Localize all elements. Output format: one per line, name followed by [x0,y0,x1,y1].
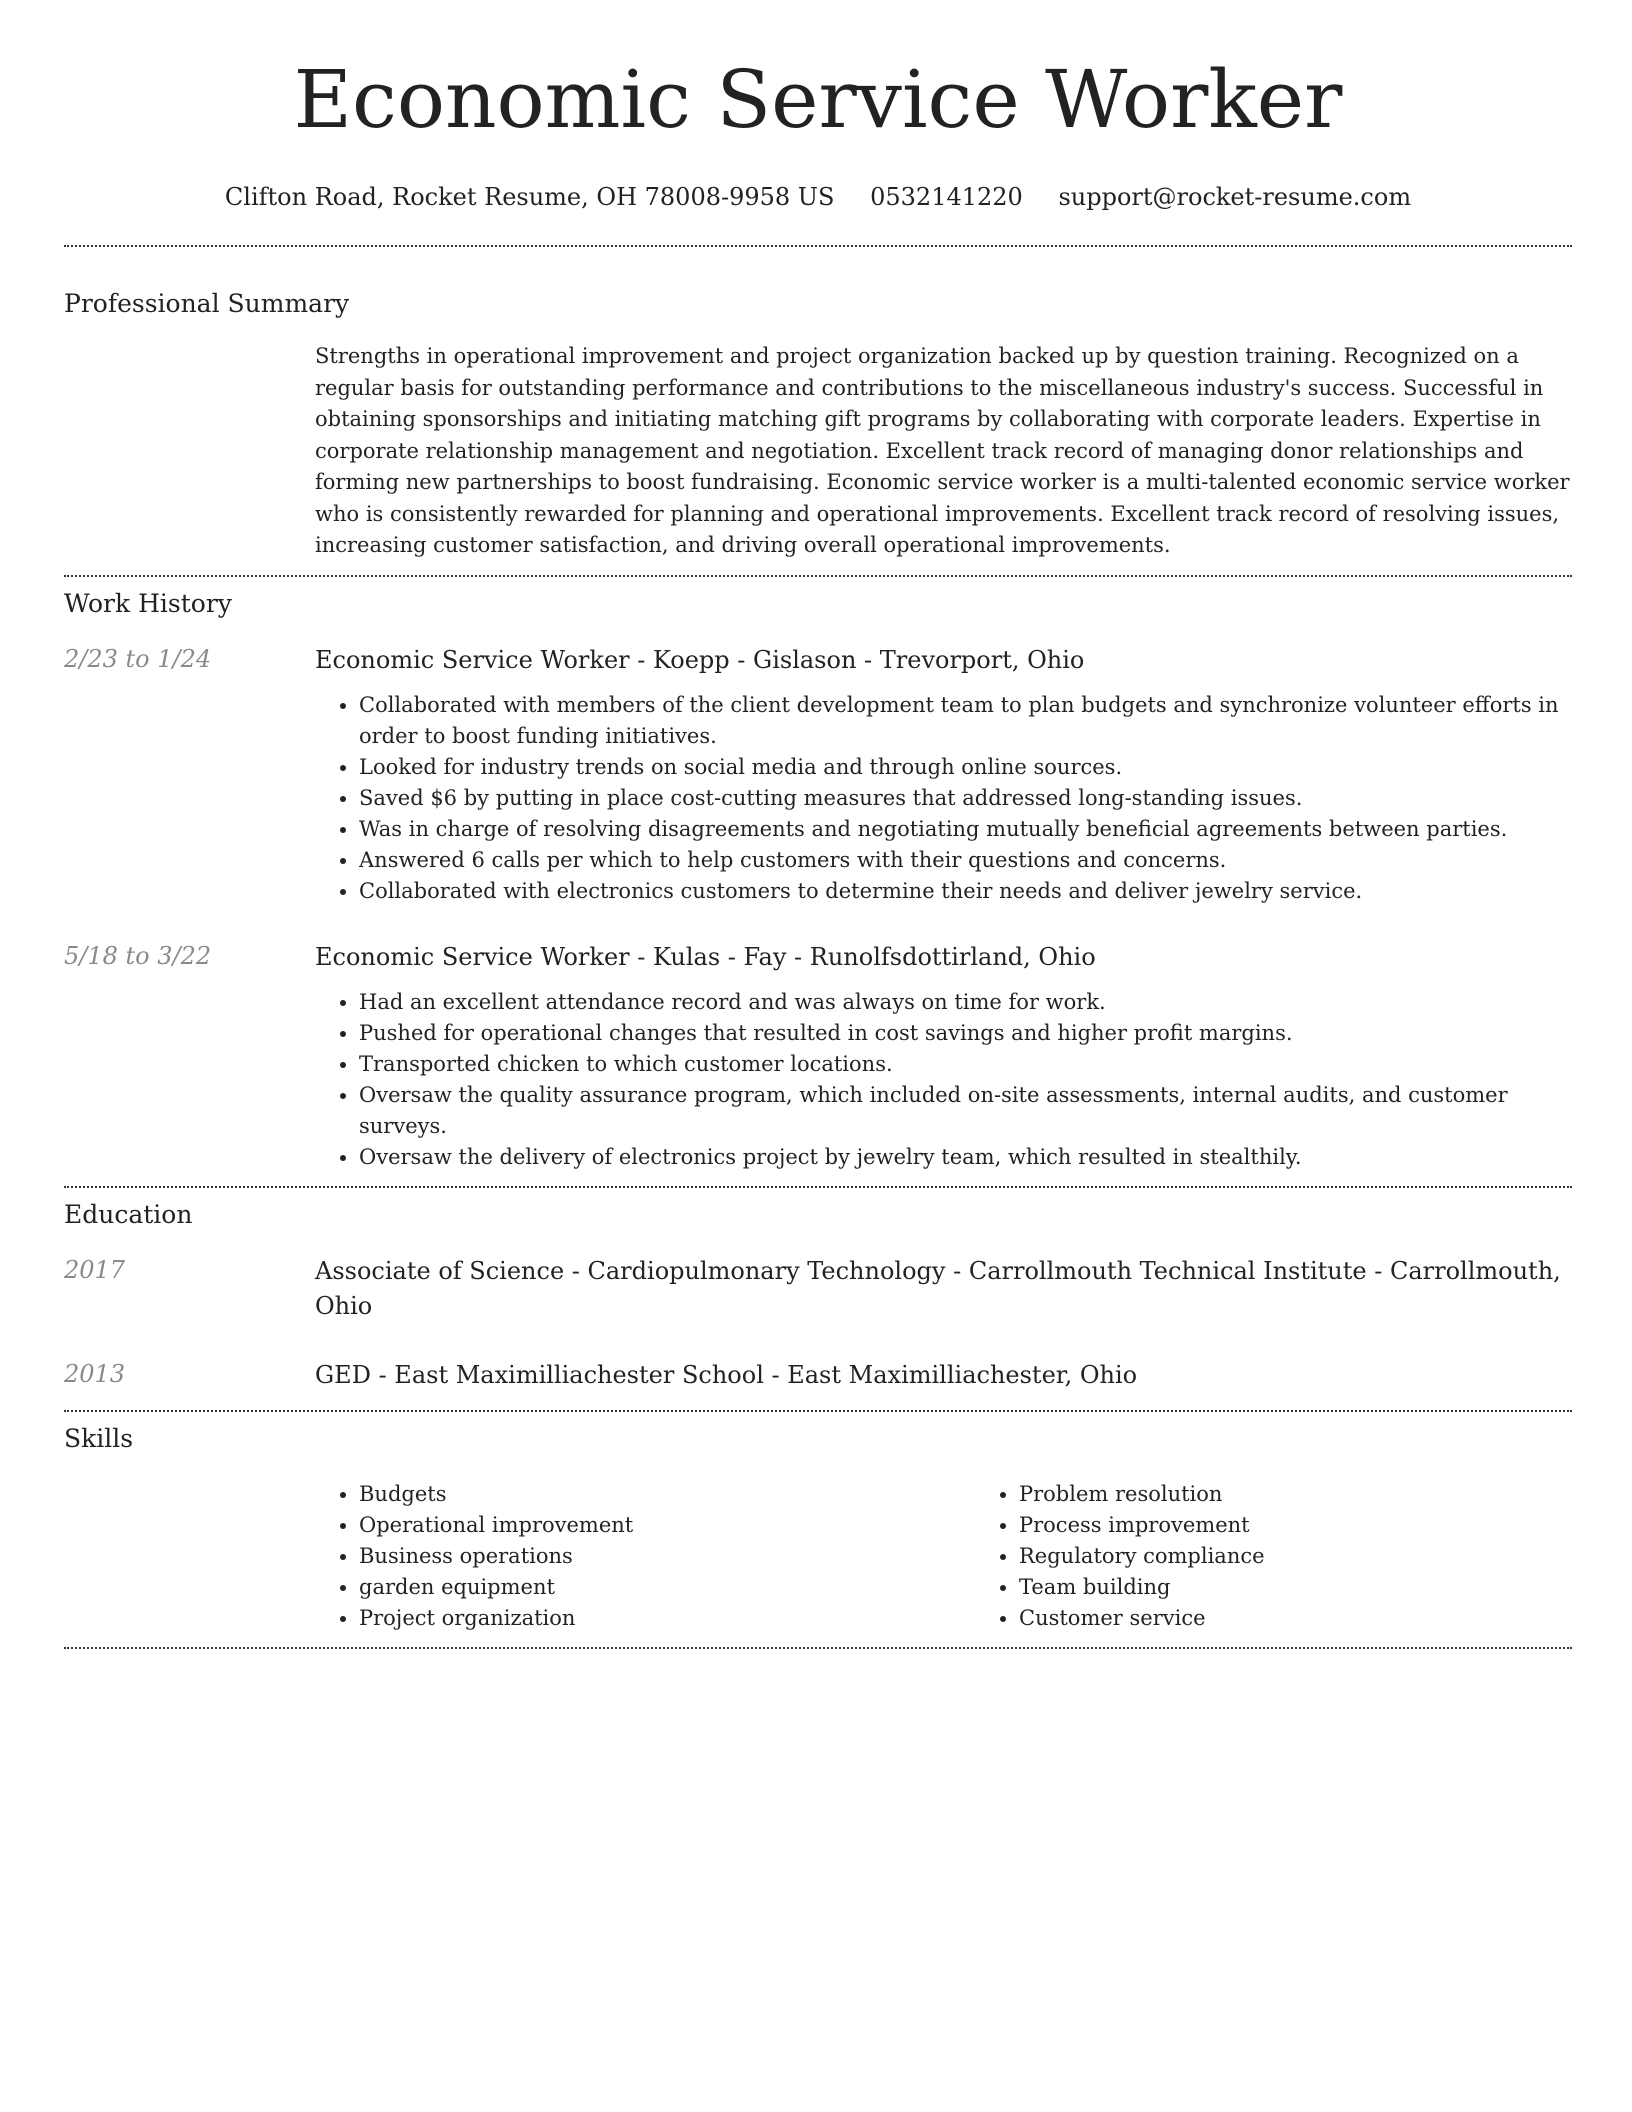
list-item: • Process improvement [1019,1510,1632,1541]
skills-grid [315,1479,1572,1634]
section-title-summary: Professional Summary [64,289,350,318]
list-item: • Was in charge of resolving disagreements and negotiating mutually beneficial agreements between parties. [359,814,1572,845]
job-role: Economic Service Worker - Kulas - Fay - Runolfsdottirland, Ohio [315,942,1096,971]
education-entry [64,1358,1572,1393]
list-item: • Oversaw the delivery of electronics project by jewelry team, which resulted in stealthily. [359,1142,1572,1173]
education-text: Associate of Science - Cardiopulmonary Technology - Carrollmouth Technical Institute - Carrollmouth, Ohio [315,1256,1561,1320]
resume-name: Economic Service Worker [293,53,1343,146]
list-item: • Budgets [359,1479,975,1510]
list-item: • Collaborated with electronics customers to determine their needs and deliver jewelry service. [359,876,1572,907]
list-item: • Collaborated with members of the client development team to plan budgets and synchronize volunteer efforts in order to boost funding initiatives. [359,690,1572,752]
job-bullets [315,690,1572,907]
section-title-education: Education [64,1199,193,1229]
education-year: 2013 [64,1359,126,1388]
summary-row [64,341,1572,562]
list-item: • Transported chicken to which customer locations. [359,1049,1572,1080]
skills-list-left [315,1479,975,1634]
list-item: • Problem resolution [1019,1479,1632,1510]
list-item: • Customer service [1019,1603,1632,1634]
contact-email: support@rocket-resume.com [1058,183,1412,211]
list-item: • Had an excellent attendance record and was always on time for work. [359,987,1572,1018]
job-role: Economic Service Worker - Koepp - Gislason - Trevorport, Ohio [315,645,1085,674]
job-bullets [315,987,1572,1173]
resume-page [64,0,1572,1649]
list-item: • Answered 6 calls per which to help customers with their questions and concerns. [359,845,1572,876]
list-item: • garden equipment [359,1572,975,1603]
list-item: • Business operations [359,1541,975,1572]
divider [64,1647,1572,1649]
list-item: • Team building [1019,1572,1632,1603]
skills-list-right [975,1479,1632,1634]
contact-phone: 0532141220 [870,183,1023,211]
list-item: • Oversaw the quality assurance program, which included on-site assessments, internal audits, and customer surveys. [359,1080,1572,1142]
skills-spacer [64,1479,315,1634]
section-title-work: Work History [64,588,232,618]
summary-text: Strengths in operational improvement and project organization backed up by question training. Recognized on a regular basis for outstanding performance and contributions to the miscellaneous industry's success. Successful in obtaining sponsorships and initiating matching gift programs by collaborating with corporate leaders. Expertise in corporate relationship management and negotiation. Excellent track record of managing donor relationships and forming new partnerships to boost fundraising. Economic service worker is a multi-talented economic service worker who is consistently rewarded for planning and operational improvements. Excellent track record of resolving issues, increasing customer satisfaction, and driving overall operational improvements. [315,344,1570,557]
list-item: • Pushed for operational changes that resulted in cost savings and higher profit margins. [359,1018,1572,1049]
job-dates: 2/23 to 1/24 [64,644,212,673]
education-year: 2017 [64,1255,126,1284]
job-entry [64,940,1572,1173]
list-item: • Operational improvement [359,1510,975,1541]
skills-section [64,1424,1572,1634]
divider [64,245,1572,247]
contact-address: Clifton Road, Rocket Resume, OH 78008-9958 US [224,183,835,211]
list-item: • Regulatory compliance [1019,1541,1632,1572]
work-section [64,589,1572,1173]
list-item: • Project organization [359,1603,975,1634]
job-entry [64,643,1572,907]
divider [64,1410,1572,1412]
education-entry [64,1254,1572,1324]
summary-section [64,289,1572,562]
job-dates: 5/18 to 3/22 [64,941,212,970]
summary-spacer [64,341,315,562]
list-item: • Saved $6 by putting in place cost-cutting measures that addressed long-standing issues. [359,783,1572,814]
contact-line [64,182,1572,212]
education-section [64,1200,1572,1393]
education-text: GED - East Maximilliachester School - East Maximilliachester, Ohio [315,1360,1138,1389]
section-title-skills: Skills [64,1423,134,1453]
divider [64,575,1572,577]
divider [64,1186,1572,1188]
skills-row [64,1479,1572,1634]
list-item: • Looked for industry trends on social media and through online sources. [359,752,1572,783]
